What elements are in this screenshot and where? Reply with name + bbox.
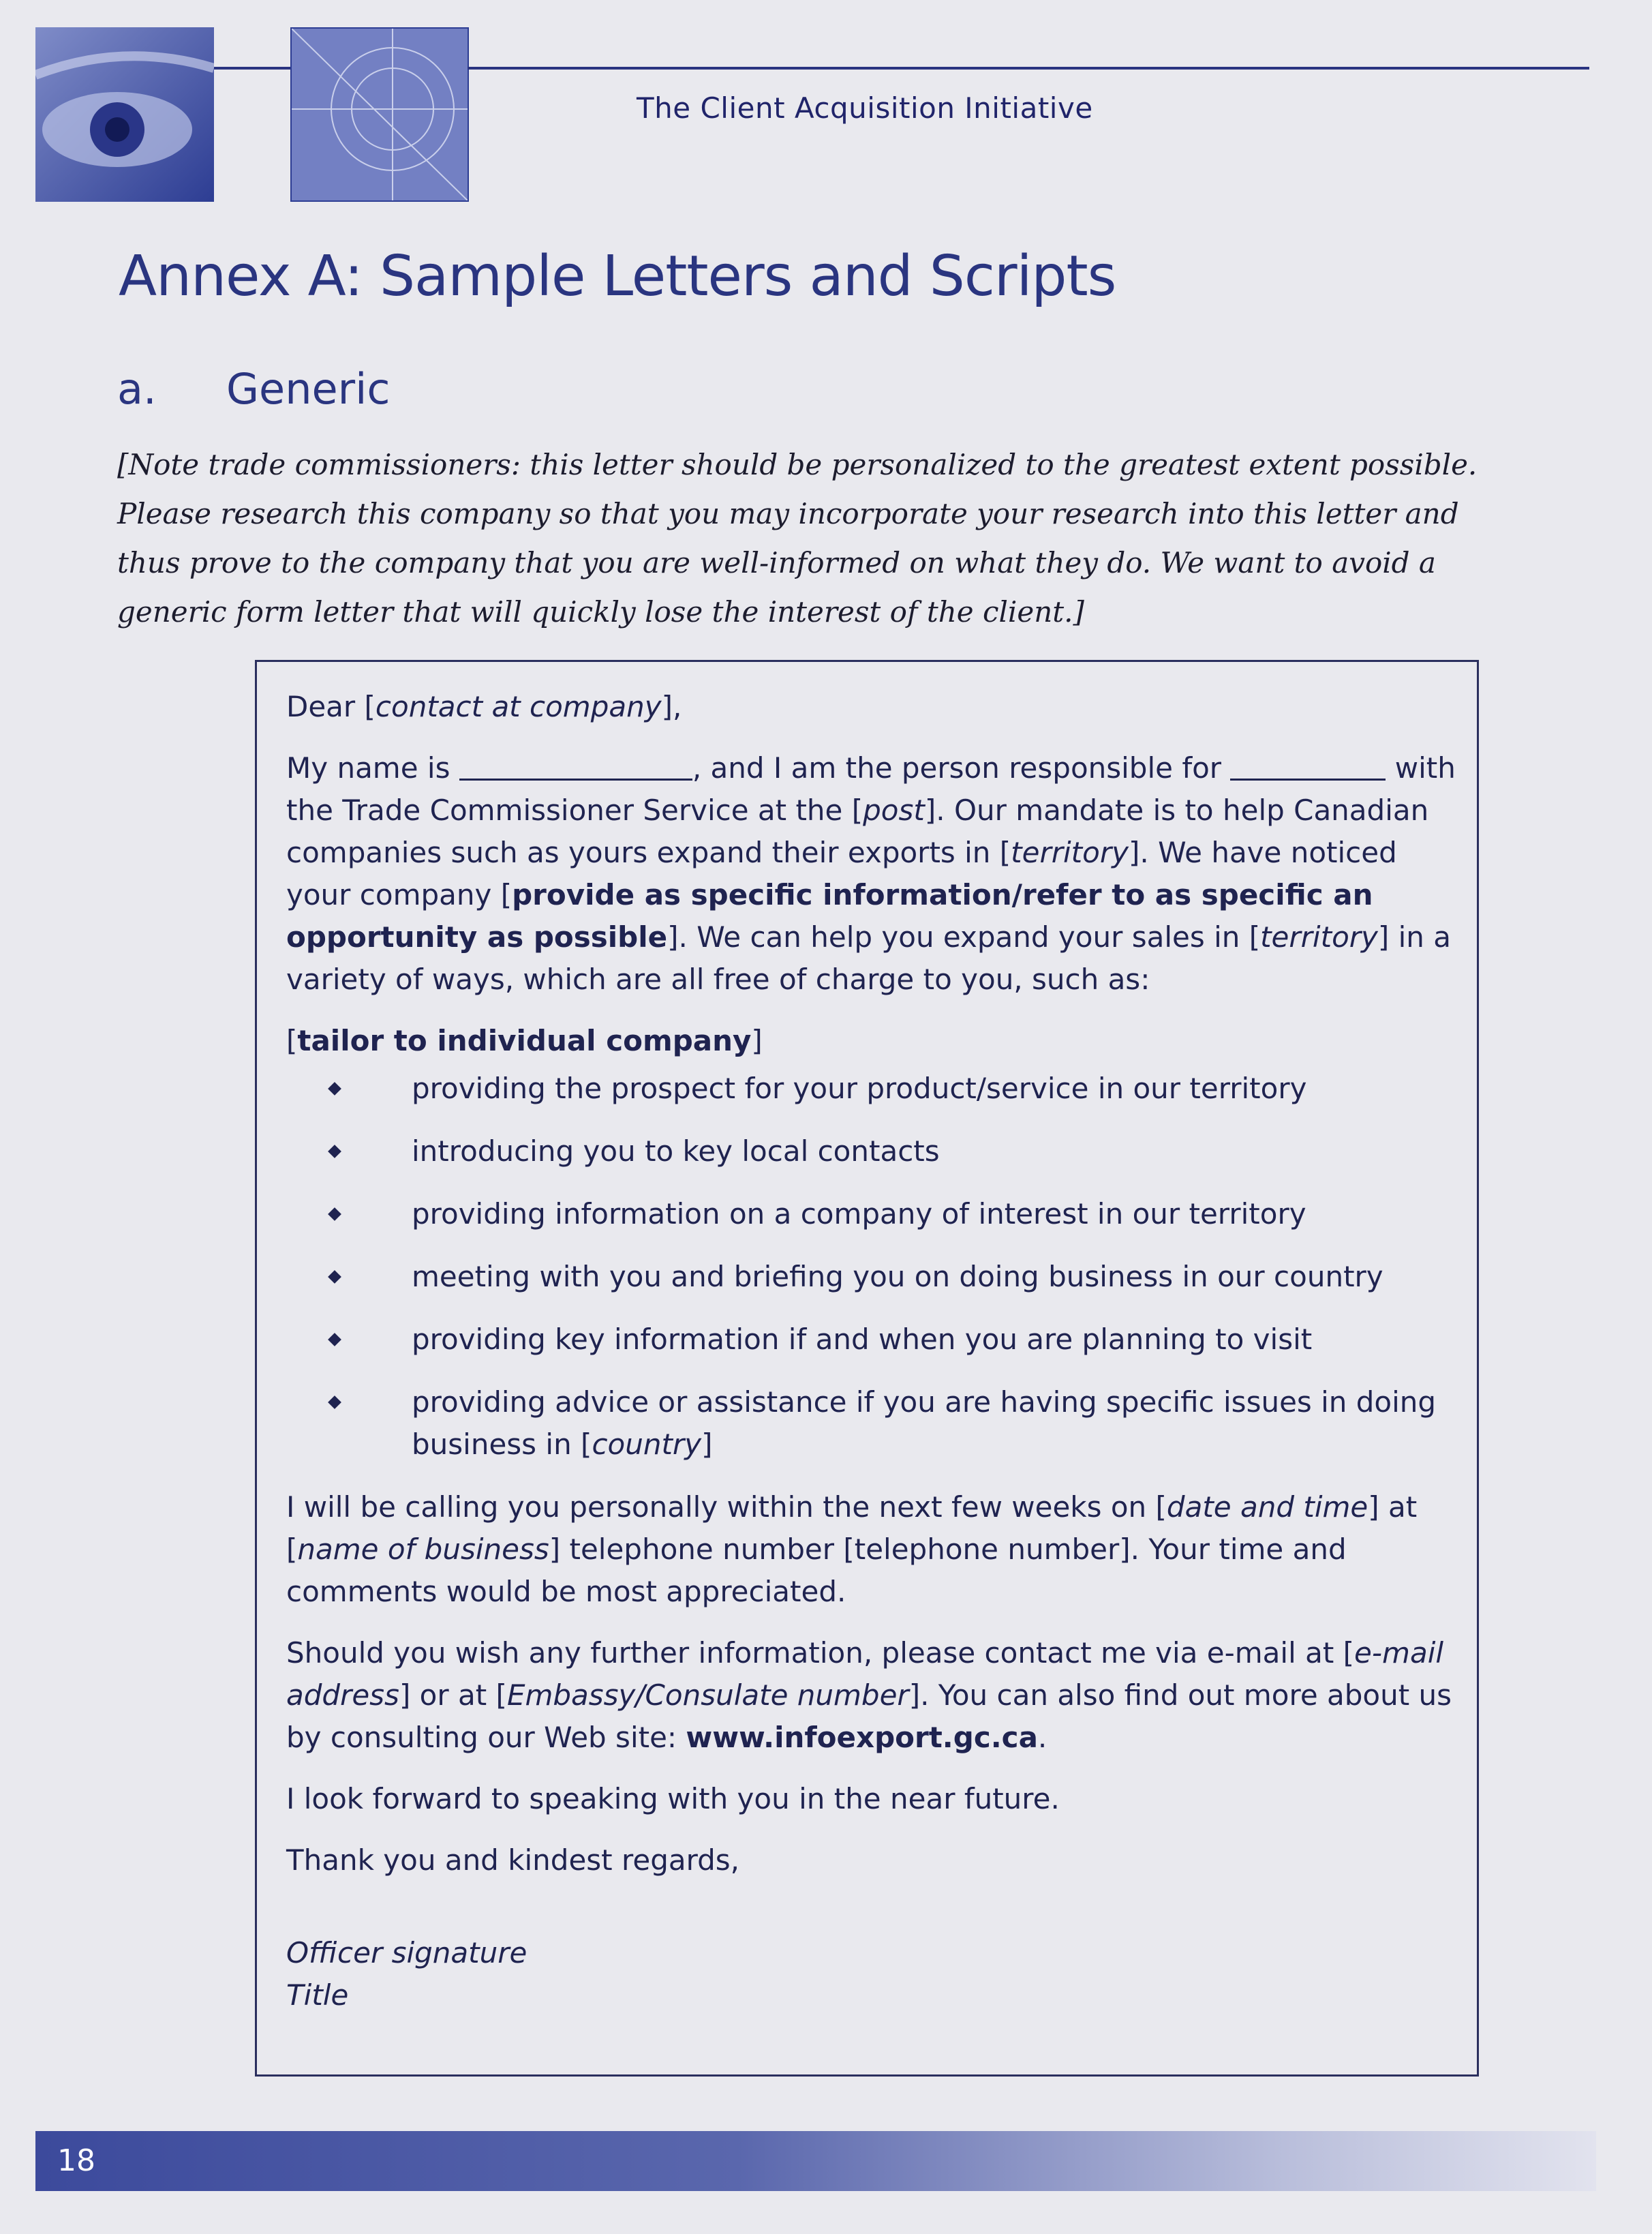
salutation [286,686,1458,728]
tailor-placeholder: tailor to individual company [297,1024,752,1057]
calling-paragraph [286,1486,1458,1613]
list-item-text: providing advice or assistance if you are having specific issues in doing business in [ [412,1385,1437,1461]
regards-line: Thank you and kindest regards, [286,1843,740,1877]
intro-text-f: ]. We can help you expand your sales in [ [667,920,1261,954]
closing-line: I look forward to speaking with you in the near future. [286,1782,1060,1815]
diamond-bullet-icon [328,1395,341,1409]
section-heading [117,364,390,414]
list-item [286,1193,1458,1235]
salutation-post: ], [661,690,682,723]
calling-text-a: I will be calling you personally within the next few weeks on [ [286,1490,1167,1524]
diamond-bullet-icon [328,1270,341,1284]
header-rule-long [468,67,1589,70]
calling-text-c: ] telephone number [telephone number]. Your time and comments would be most appreciated. [286,1533,1347,1608]
business-name-placeholder: name of business [297,1533,549,1566]
intro-text-d: ]. Our mandate is to help Canadian companies such as yours expand their exports in [ [286,794,1429,869]
list-item [286,1318,1458,1361]
intro-text-b: , and I am the person responsible for [692,751,1231,785]
sample-letter [286,686,1458,2017]
website-link[interactable]: www.infoexport.gc.ca [686,1721,1038,1754]
section-title: Generic [226,364,391,414]
country-placeholder: country [592,1428,702,1461]
list-item [286,1130,1458,1173]
running-title: The Client Acquisition Initiative [637,91,1093,125]
section-number: a. [117,364,157,414]
tailor-line [286,1020,1458,1062]
contact-text-a: Should you wish any further information, please contact me via e-mail at [ [286,1636,1355,1670]
salutation-pre: Dear [ [286,690,376,723]
intro-text-e: ]. We have noticed your company [ [286,836,1397,911]
responsibility-blank [1230,753,1386,781]
footer-bar [35,2131,1596,2191]
name-blank [459,753,692,781]
page-number: 18 [57,2143,95,2178]
eye-photo-image [35,27,214,202]
officer-title: Title [286,1978,349,2012]
instruction-note: [Note trade commissioners: this letter should be personalized to the greatest extent possible. Please research this company so that you may incorporate your research into this letter and thus prove to the company that you are well-informed on what they do. We want to avoid a generic form letter that will quickly lose the interest of the client.] [117,448,1478,629]
list-item-text: providing key information if and when you are planning to visit [412,1323,1313,1356]
embassy-number-placeholder: Embassy/Consulate number [506,1678,909,1712]
intro-paragraph [286,747,1458,1001]
diamond-bullet-icon [328,1333,341,1346]
list-item-text: providing the prospect for your product/service in our territory [412,1072,1307,1105]
list-item-text-end: ] [701,1428,713,1461]
map-grid-image [290,27,469,202]
list-item-text: meeting with you and briefing you on doing business in our country [412,1260,1383,1293]
contact-text-d: . [1037,1721,1047,1754]
intro-text-a: My name is [286,751,459,785]
diamond-bullet-icon [328,1207,341,1221]
specific-info-placeholder: provide as specific information/refer to as specific an opportunity as possible [286,878,1373,954]
list-item-text: introducing you to key local contacts [412,1134,940,1168]
territory-placeholder: territory [1011,836,1129,869]
tailor-open: [ [286,1024,298,1057]
intro-text-c: with the Trade Commissioner Service at the [ [286,751,1456,827]
list-item-text: providing information on a company of interest in our territory [412,1197,1306,1231]
date-time-placeholder: date and time [1166,1490,1368,1524]
officer-signature: Officer signature [286,1936,527,1969]
territory-placeholder-2: territory [1260,920,1378,954]
post-placeholder: post [863,794,925,827]
contact-text-b: ] or at [ [399,1678,507,1712]
contact-text-c: ]. You can also find out more about us by consulting our Web site: [286,1678,1452,1754]
tailor-close: ] [751,1024,763,1057]
email-placeholder: e-mail address [286,1636,1444,1712]
diamond-bullet-icon [328,1145,341,1158]
list-item [286,1256,1458,1298]
list-item [286,1381,1458,1466]
intro-text-g: ] in a variety of ways, which are all free of charge to you, such as: [286,920,1452,996]
salutation-placeholder: contact at company [375,690,662,723]
diamond-bullet-icon [328,1082,341,1096]
services-list [286,1068,1458,1466]
list-item [286,1068,1458,1110]
calling-text-b: ] at [ [286,1490,1418,1566]
page-title: Annex A: Sample Letters and Scripts [119,244,1116,309]
contact-paragraph [286,1632,1458,1759]
